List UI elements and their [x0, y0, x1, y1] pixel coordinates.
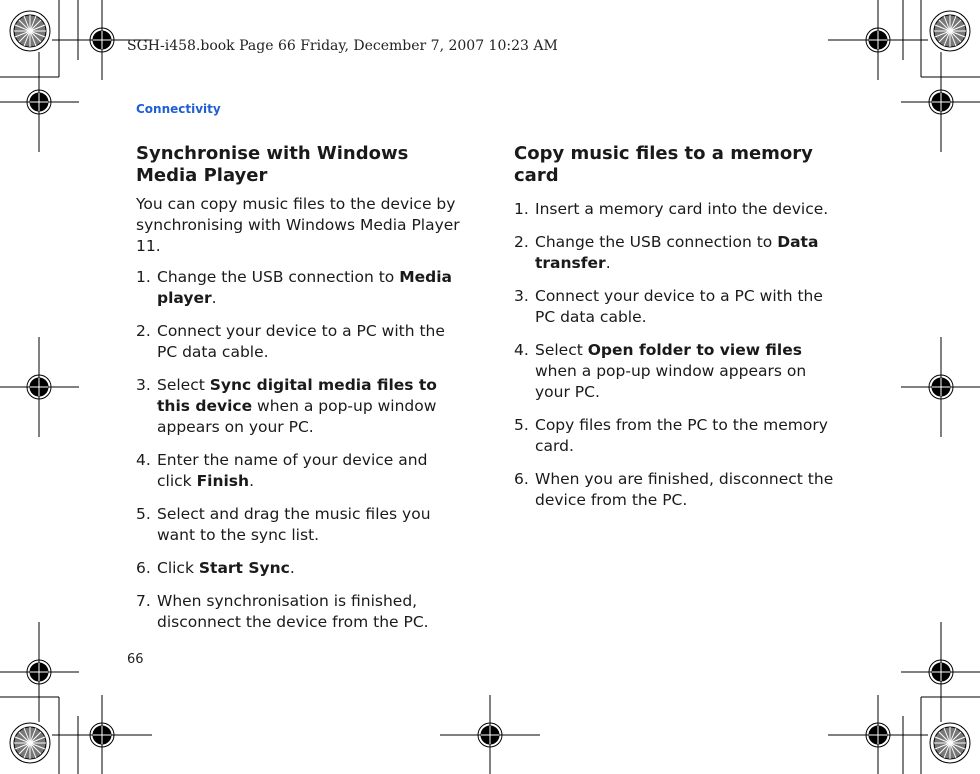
- step-item: 2. Connect your device to a PC with the PC data cable.: [136, 322, 445, 361]
- right-section-title: Copy music files to a memory card: [514, 143, 813, 186]
- step-item: 4. Enter the name of your device and click Finish.: [136, 451, 428, 490]
- right-steps: [514, 199, 844, 511]
- step-item: 3. Connect your device to a PC with the PC data cable.: [514, 287, 823, 326]
- right-column: [514, 143, 844, 523]
- step-item: 5. Copy files from the PC to the memory card.: [514, 416, 828, 455]
- left-intro: You can copy music files to the device by synchronising with Windows Media Player 11.: [136, 195, 460, 255]
- page-number: 66: [127, 652, 144, 667]
- step-item: 1. Change the USB connection to Media player.: [136, 268, 453, 307]
- left-column: [136, 143, 466, 645]
- step-item: 4. Select Open folder to view files when a pop-up window appears on your PC.: [514, 341, 807, 401]
- step-item: 5. Select and drag the music files you want to the sync list.: [136, 505, 431, 544]
- left-steps: [136, 267, 466, 633]
- step-item: 2. Change the USB connection to Data transfer.: [514, 233, 819, 272]
- step-item: 1. Insert a memory card into the device.: [514, 200, 829, 218]
- left-section-title: Synchronise with Windows Media Player: [136, 143, 409, 186]
- section-label: Connectivity: [136, 102, 221, 116]
- step-item: 6. When you are finished, disconnect the device from the PC.: [514, 470, 834, 509]
- step-item: 6. Click Start Sync.: [136, 559, 295, 577]
- print-header-stamp: SGH-i458.book Page 66 Friday, December 7, 2007 10:23 AM: [127, 38, 558, 54]
- step-item: 3. Select Sync digital media files to this device when a pop-up window appears on your PC.: [136, 376, 437, 436]
- step-item: 7. When synchronisation is finished, disconnect the device from the PC.: [136, 592, 429, 631]
